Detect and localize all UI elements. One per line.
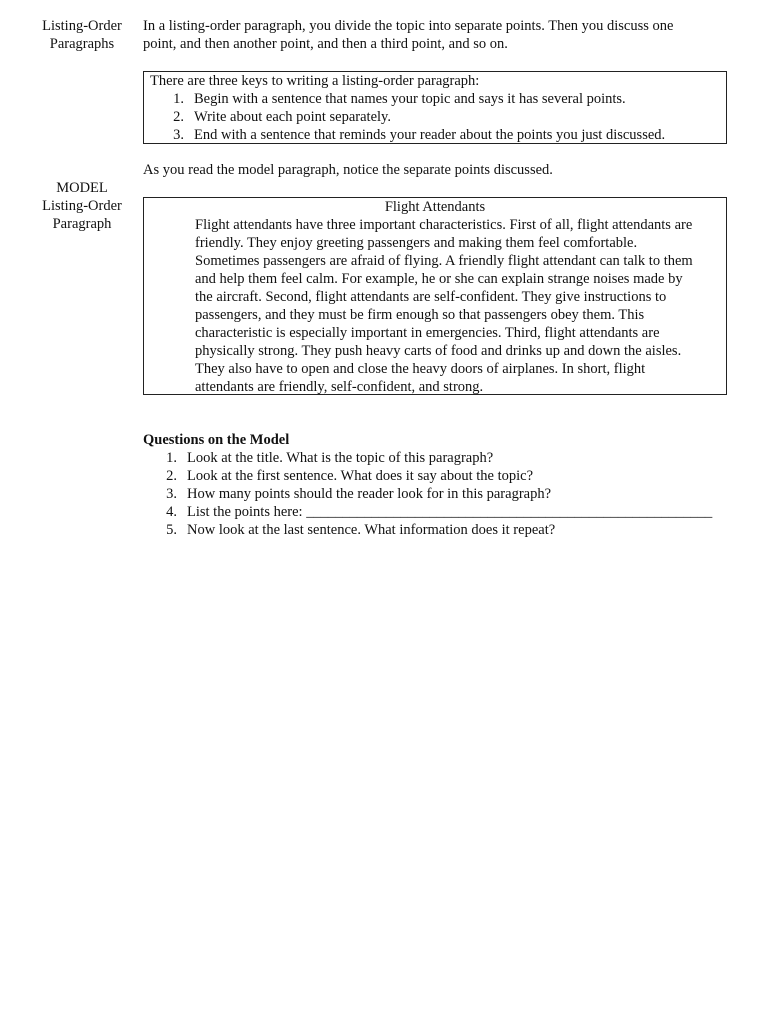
list-text: Look at the title. What is the topic of this paragraph? xyxy=(187,450,494,466)
model-line: physically strong. They push heavy carts of food and drinks up and down the aisles. xyxy=(195,343,682,359)
list-number: 1. xyxy=(166,450,177,466)
list-text: Begin with a sentence that names your topic and says it has several points. xyxy=(194,91,626,107)
section-label-line: Listing-Order xyxy=(42,198,122,214)
model-paragraph-box xyxy=(143,197,727,395)
list-item xyxy=(143,503,733,521)
model-line: They also have to open and close the heavy doors of airplanes. In short, flight xyxy=(195,361,646,377)
model-line: passengers, and they must be firm enough so that passengers obey them. This xyxy=(195,307,645,323)
keys-heading: There are three keys to writing a listing-order paragraph: xyxy=(150,73,480,89)
model-line: friendly. They enjoy greeting passengers and making them feel comfortable. xyxy=(195,235,638,251)
model-line: attendants are friendly, self-confident, and strong. xyxy=(195,379,484,395)
list-number: 2. xyxy=(173,109,184,125)
section-label-listing-order xyxy=(28,17,136,53)
list-number: 2. xyxy=(166,468,177,484)
list-number: 4. xyxy=(166,504,177,520)
intro-line: point, and then another point, and then a third point, and so on. xyxy=(143,36,508,52)
list-number: 3. xyxy=(173,127,184,143)
section-label-line: MODEL xyxy=(56,180,108,196)
list-item xyxy=(143,467,733,485)
reading-note: As you read the model paragraph, notice the separate points discussed. xyxy=(143,162,553,178)
keys-box xyxy=(143,71,727,144)
model-line: the aircraft. Second, flight attendants are self-confident. They give instructions to xyxy=(195,289,667,305)
intro-paragraph xyxy=(143,17,733,53)
questions-section xyxy=(143,431,733,539)
list-text: Write about each point separately. xyxy=(194,109,391,125)
section-label-line: Paragraph xyxy=(52,216,112,232)
list-text: End with a sentence that reminds your reader about the points you just discussed. xyxy=(194,127,666,143)
intro-line: In a listing-order paragraph, you divide the topic into separate points. Then you discuss one xyxy=(143,18,674,34)
list-item xyxy=(150,126,726,144)
section-label-line: Paragraphs xyxy=(49,36,115,52)
list-item xyxy=(143,521,733,539)
keys-list xyxy=(150,90,726,144)
model-line: Flight attendants have three important characteristics. First of all, flight attendants are xyxy=(195,217,693,233)
list-number: 3. xyxy=(166,486,177,502)
questions-title: Questions on the Model xyxy=(143,432,290,448)
list-text: How many points should the reader look for in this paragraph? xyxy=(187,486,552,502)
section-label-line: Listing-Order xyxy=(42,18,122,34)
list-item xyxy=(143,485,733,503)
list-item xyxy=(150,108,726,126)
model-title: Flight Attendants xyxy=(384,199,486,215)
model-line: Sometimes passengers are afraid of flying. A friendly flight attendant can talk to them xyxy=(195,253,693,269)
list-number: 5. xyxy=(166,522,177,538)
section-label-model xyxy=(28,179,136,233)
list-item xyxy=(143,449,733,467)
list-text: Now look at the last sentence. What information does it repeat? xyxy=(187,522,556,538)
model-line: characteristic is especially important in emergencies. Third, flight attendants are xyxy=(195,325,660,341)
list-number: 1. xyxy=(173,91,184,107)
list-item xyxy=(150,90,726,108)
questions-list xyxy=(143,449,733,539)
model-body xyxy=(195,216,720,396)
list-text: List the points here: ________________________________________________________ xyxy=(187,504,713,520)
model-line: and help them feel calm. For example, he or she can explain strange noises made by xyxy=(195,271,683,287)
list-text: Look at the first sentence. What does it say about the topic? xyxy=(187,468,534,484)
